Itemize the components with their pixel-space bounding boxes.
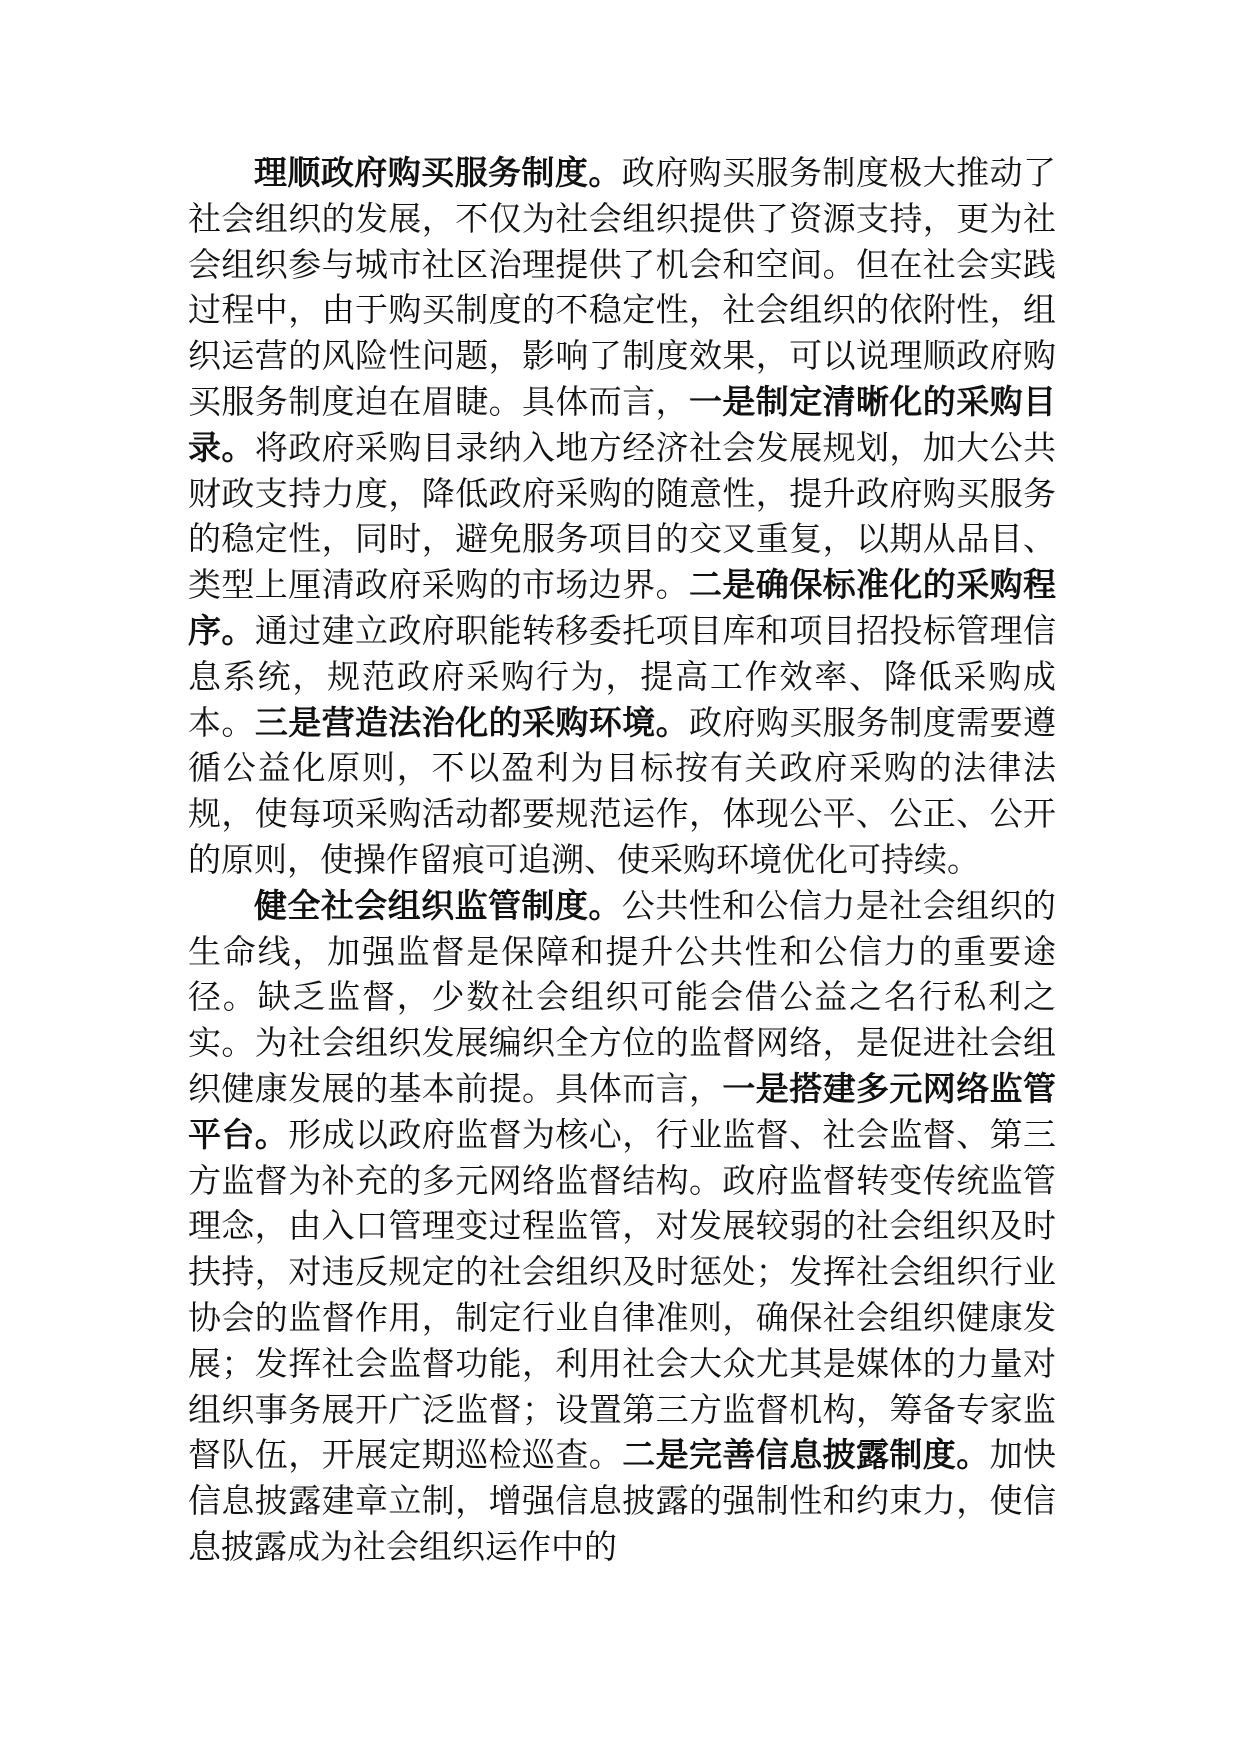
paragraph-government-procurement xyxy=(188,150,1056,883)
paragraph-1-text: 政府购买服务制度极大推动了社会组织的发展，不仅为社会组织提供了资源支持，更为社会组织参与城市社区治理提供了机会和空间。但在社会实践过程中，由于购买制度的不稳定性，社会组织的依附性，组织运营的风险性问题，影响了制度效果，可以说理顺政府购买服务制度迫在眉睫。具体而言， xyxy=(188,153,1057,421)
point-1-supervision-platform: 一是搭建多元网络监管平台。 xyxy=(188,1068,1057,1154)
paragraph-1-text: 将政府采购目录纳入地方经济社会发展规划，加大公共财政支持力度，降低政府采购的随意性，提升政府购买服务的稳定性，同时，避免服务项目的交叉重复，以期从品目、类型上厘清政府采购的市场边界。 xyxy=(188,427,1057,605)
paragraph-1-text: 通过建立政府职能转移委托项目库和项目招投标管理信息系统，规范政府采购行为，提高工作效率、降低采购成本。 xyxy=(188,610,1057,742)
paragraph-2-text: 公共性和公信力是社会组织的生命线，加强监督是保障和提升公共性和公信力的重要途径。缺乏监督，少数社会组织可能会借公益之名行私利之实。为社会组织发展编织全方位的监督网络，是促进社会组织健康发展的基本前提。具体而言， xyxy=(188,885,1057,1108)
point-2-information-disclosure: 二是完善信息披露制度。 xyxy=(622,1435,990,1475)
paragraph-social-organization-supervision xyxy=(188,883,1056,1570)
point-3-procurement-environment: 三是营造法治化的采购环境。 xyxy=(254,702,690,742)
paragraph-2-heading: 健全社会组织监管制度。 xyxy=(254,885,622,925)
paragraph-2-text: 加快信息披露建章立制，增强信息披露的强制性和约束力，使信息披露成为社会组织运作中的 xyxy=(188,1435,1057,1566)
paragraph-1-heading: 理顺政府购买服务制度。 xyxy=(254,153,622,192)
document-page xyxy=(188,150,1056,1570)
point-1-procurement-catalog: 一是制定清晰化的采购目录。 xyxy=(188,381,1057,467)
point-2-procurement-procedure: 二是确保标准化的采购程序。 xyxy=(188,565,1057,650)
paragraph-1-text: 政府购买服务制度需要遵循公益化原则，不以盈利为目标按有关政府采购的法律法规，使每项采购活动都要规范运作，体现公平、公正、公开的原则，使操作留痕可追溯、使采购环境优化可持续。 xyxy=(188,702,1057,879)
paragraph-2-text: 形成以政府监督为核心，行业监督、社会监督、第三方监督为补充的多元网络监督结构。政府监督转变传统监管理念，由入口管理变过程监管，对发展较弱的社会组织及时扶持，对违反规定的社会组织及时惩处；发挥社会组织行业协会的监督作用，制定行业自律准则，确保社会组织健康发展；发挥社会监督功能，利用社会大众尤其是媒体的力量对组织事务展开广泛监督；设置第三方监督机构，筹备专家监督队伍，开展定期巡检巡查。 xyxy=(188,1114,1057,1475)
